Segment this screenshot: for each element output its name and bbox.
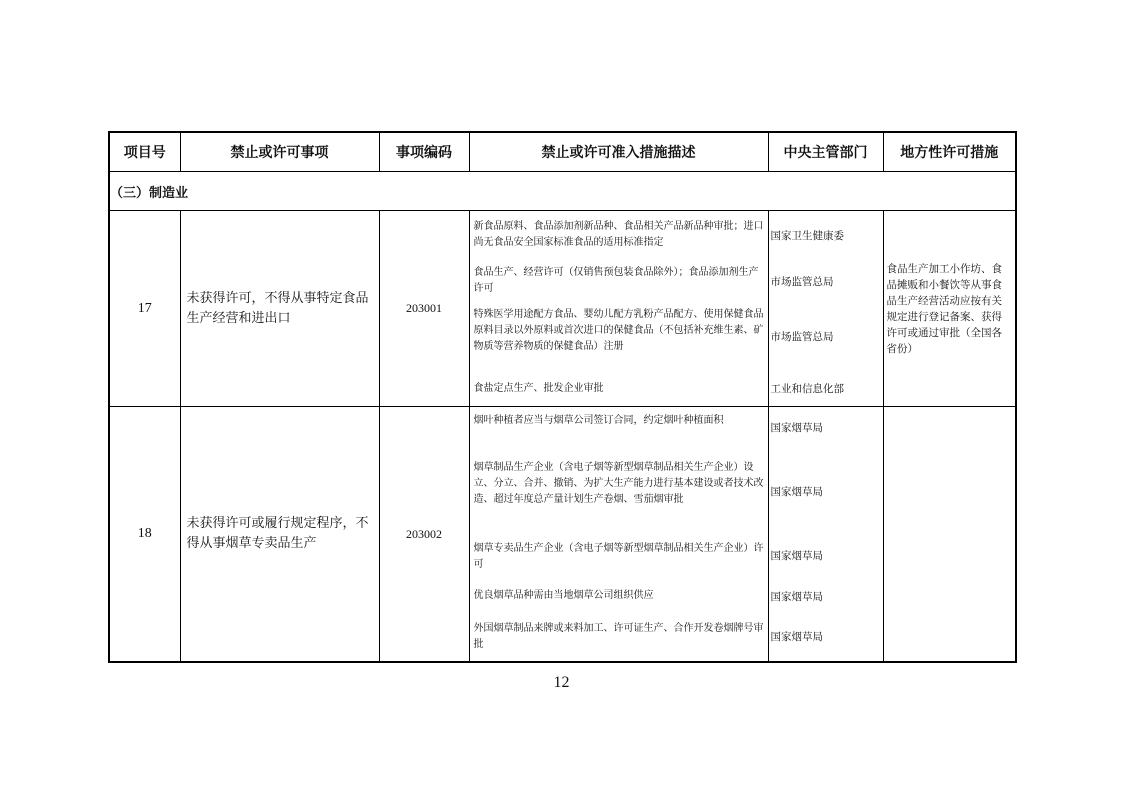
department: 市场监管总局 (770, 331, 834, 343)
header-description: 禁止或许可准入措施描述 (469, 132, 768, 172)
header-item-number: 项目号 (109, 132, 180, 172)
header-item: 禁止或许可事项 (180, 132, 379, 172)
header-local-measures: 地方性许可措施 (883, 132, 1016, 172)
section-title: （三）制造业 (109, 172, 1016, 211)
measure-description: 外国烟草制品来牌或来料加工、许可证生产、合作开发卷烟牌号审批 (473, 623, 764, 650)
measure-descriptions (469, 211, 768, 407)
item-code: 203002 (379, 407, 469, 663)
measure-description: 烟叶种植者应当与烟草公司签订合同，约定烟叶种植面积 (473, 415, 724, 426)
item-number: 17 (109, 211, 180, 407)
item-name: 未获得许可或履行规定程序，不得从事烟草专卖品生产 (180, 407, 379, 663)
measure-description: 新食品原料、食品添加剂新品种、食品相关产品新品种审批；进口尚无食品安全国家标准食品的适用标准指定 (473, 221, 764, 248)
header-code: 事项编码 (379, 132, 469, 172)
header-row (109, 132, 1016, 172)
local-measure: 食品生产加工小作坊、食品摊贩和小餐饮等从事食品生产经营活动应按有关规定进行登记备案、获得许可或通过审批（全国各省份） (883, 211, 1016, 407)
department: 国家烟草局 (770, 591, 823, 603)
item-number: 18 (109, 407, 180, 663)
table-row (109, 407, 1016, 663)
section-row (109, 172, 1016, 211)
item-code: 203001 (379, 211, 469, 407)
header-department: 中央主管部门 (768, 132, 883, 172)
page-number: 12 (553, 674, 570, 691)
department: 国家烟草局 (770, 422, 823, 434)
measure-description: 食盐定点生产、批发企业审批 (473, 383, 604, 394)
measure-description: 优良烟草品种需由当地烟草公司组织供应 (473, 590, 654, 601)
item-name: 未获得许可，不得从事特定食品生产经营和进出口 (180, 211, 379, 407)
department: 国家烟草局 (770, 631, 823, 643)
measure-description: 特殊医学用途配方食品、婴幼儿配方乳粉产品配方、使用保健食品原料目录以外原料或首次进口的保健食品（不包括补充维生素、矿物质等营养物质的保健食品）注册 (473, 309, 764, 352)
measure-departments (768, 407, 883, 663)
local-measure (883, 407, 1016, 663)
measure-description: 烟草专卖品生产企业（含电子烟等新型烟草制品相关生产企业）许可 (473, 543, 764, 570)
measure-departments (768, 211, 883, 407)
department: 国家烟草局 (770, 486, 823, 498)
measure-description: 烟草制品生产企业（含电子烟等新型烟草制品相关生产企业）设立、分立、合并、撤销、为扩大生产能力进行基本建设或者技术改造、超过年度总产量计划生产卷烟、雪茄烟审批 (473, 462, 764, 505)
measure-descriptions (469, 407, 768, 663)
department: 国家卫生健康委 (770, 230, 844, 242)
negative-list-table (108, 131, 1017, 663)
department: 市场监管总局 (770, 276, 834, 288)
measure-description: 食品生产、经营许可（仅销售预包装食品除外）；食品添加剂生产许可 (473, 267, 759, 294)
department: 工业和信息化部 (770, 383, 844, 395)
table-row (109, 211, 1016, 407)
department: 国家烟草局 (770, 550, 823, 562)
